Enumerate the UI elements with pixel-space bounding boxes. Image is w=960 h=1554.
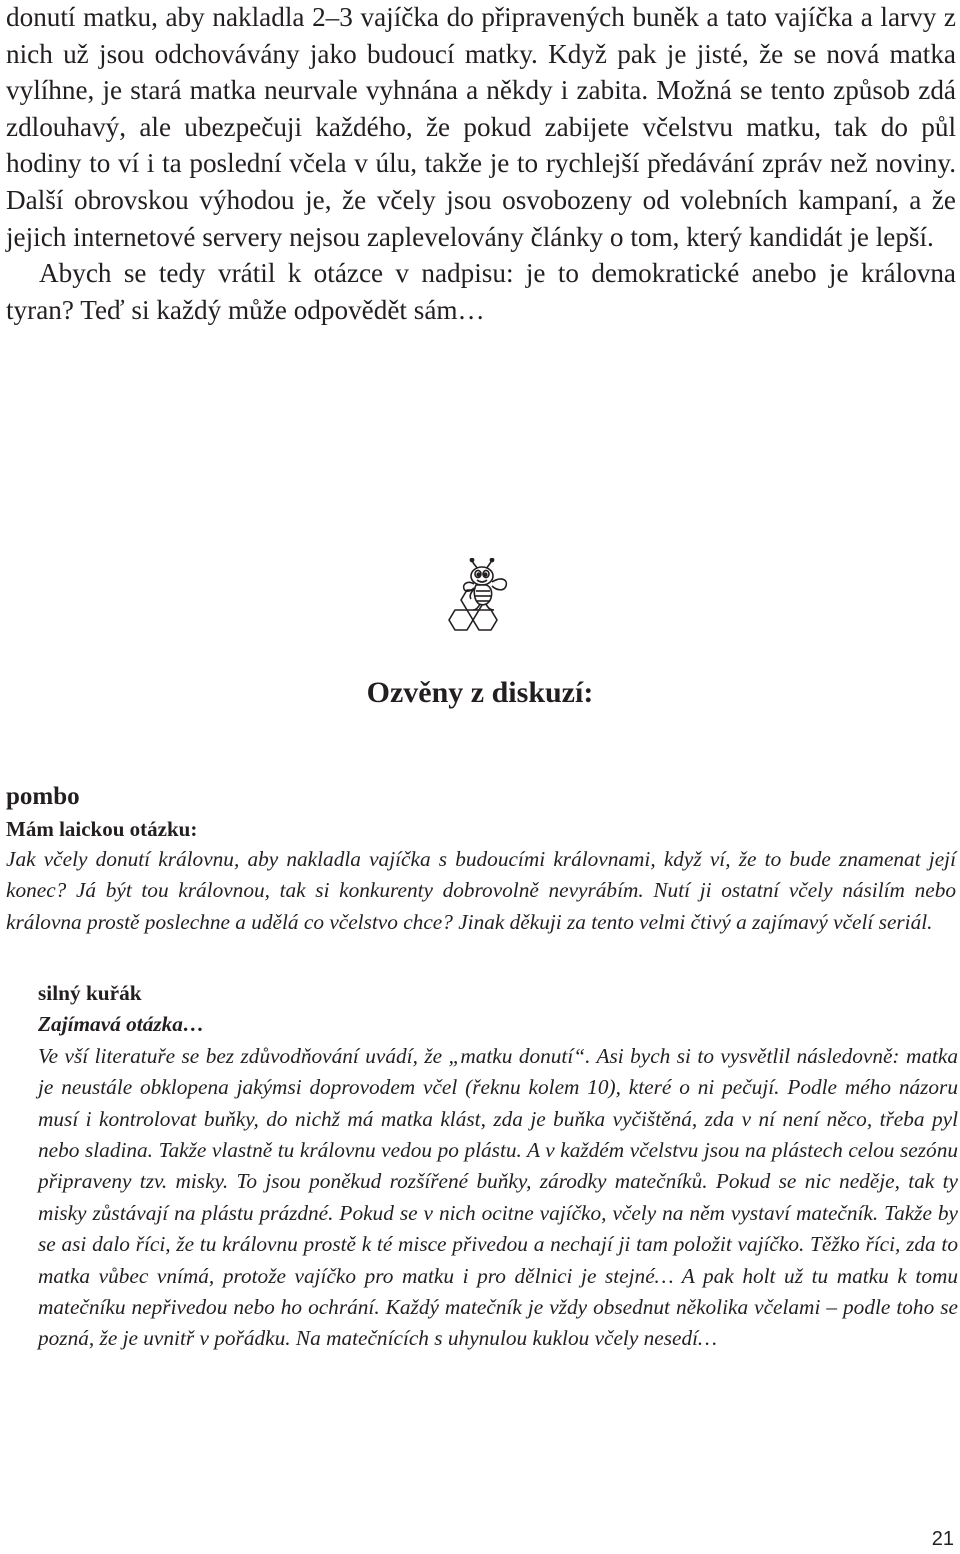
discussion-comment — [38, 978, 958, 1355]
page-number: 21 — [931, 1528, 954, 1550]
comment-text: Ve vší literatuře se bez zdůvodňování uvádí, že „matku donutí“. Asi bych si to vysvětlil následovně: matka je neustále obklopena jakýmsi doprovodem včel (řeknu kolem 10), které o ni pečují. Podle mého názoru musí i kontrolovat buňky, do nichž má matka klást, zda je buňka vyčištěná, zda v ní není něco, třeba pyl nebo sladina. Takže vlastně tu královnu vedou po plástu. A v každém včelstvu jsou na plástech celou sezónu připraveny tzv. misky. To jsou poněkud rozšířené buňky, zárodky matečníků. Pokud se nic neděje, tak ty misky zůstávají na plástu prázdné. Pokud se v nich ocitne vajíčko, včely na něm vystaví matečník. Takže by se asi dalo říci, že tu královnu prostě k té misce přivedou a nechají ji tam položit vajíčko. Těžko říci, zda to matka vůbec vnímá, protože vajíčko pro matku i pro dělnici je stejné… A pak holt už tu matku k tomu matečníku nepřivedou nebo ho ochrání. Každý matečník je vždy obsednut několika včelami – podle toho se pozná, že je uvnitř v pořádku. Na matečnících s uhynulou kuklou včely nesedí… — [38, 1043, 958, 1351]
comment-subject: Mám laickou otázku: — [6, 817, 198, 841]
comment-author: pombo — [6, 783, 80, 810]
discussion-comment — [6, 780, 956, 938]
comment-author: silný kuřák — [38, 981, 142, 1005]
discussion-heading: Ozvěny z diskuzí: — [366, 676, 594, 709]
article-paragraph: Abych se tedy vrátil k otázce v nadpisu: je to demokratické anebo je královna tyran? Teď si každý může odpovědět sám… — [6, 258, 956, 325]
article-paragraph: donutí matku, aby nakladla 2–3 vajíčka do připravených buněk a tato vajíčka a larvy z nich už jsou odchovávány jako budoucí matky. Když pak je jisté, že se nová matka vylíhne, je stará matka neurvale vyhnána a někdy i zabita. Možná se tento způsob zdá zdlouhavý, ale ubezpečuji každého, že pokud zabijete včelstvu matku, tak do půl hodiny to ví i ta poslední včela v úlu, takže je to rychlejší předávání zpráv než noviny. Další obrovskou výhodou je, že včely jsou osvobozeny od volebních kampaní, a že jejich internetové servery nejsou zaplevelovány články o tom, který kandidát je lepší. — [6, 2, 956, 252]
comment-subject: Zajímavá otázka… — [38, 1012, 205, 1037]
comment-text: Jak včely donutí královnu, aby nakladla vajíčka s budoucími královnami, když ví, že to bude znamenat její konec? Já být tou královnou, tak si konkurenty dobrovolně nevyrábím. Nutí ji ostatní včely násilím nebo královna prostě poslechne a udělá co včelstvo chce? Jinak děkuji za tento velmi čtivý a zajímavý včelí seriál. — [6, 847, 956, 934]
bee-on-honeycomb-icon — [440, 558, 520, 642]
article-body — [6, 0, 956, 328]
